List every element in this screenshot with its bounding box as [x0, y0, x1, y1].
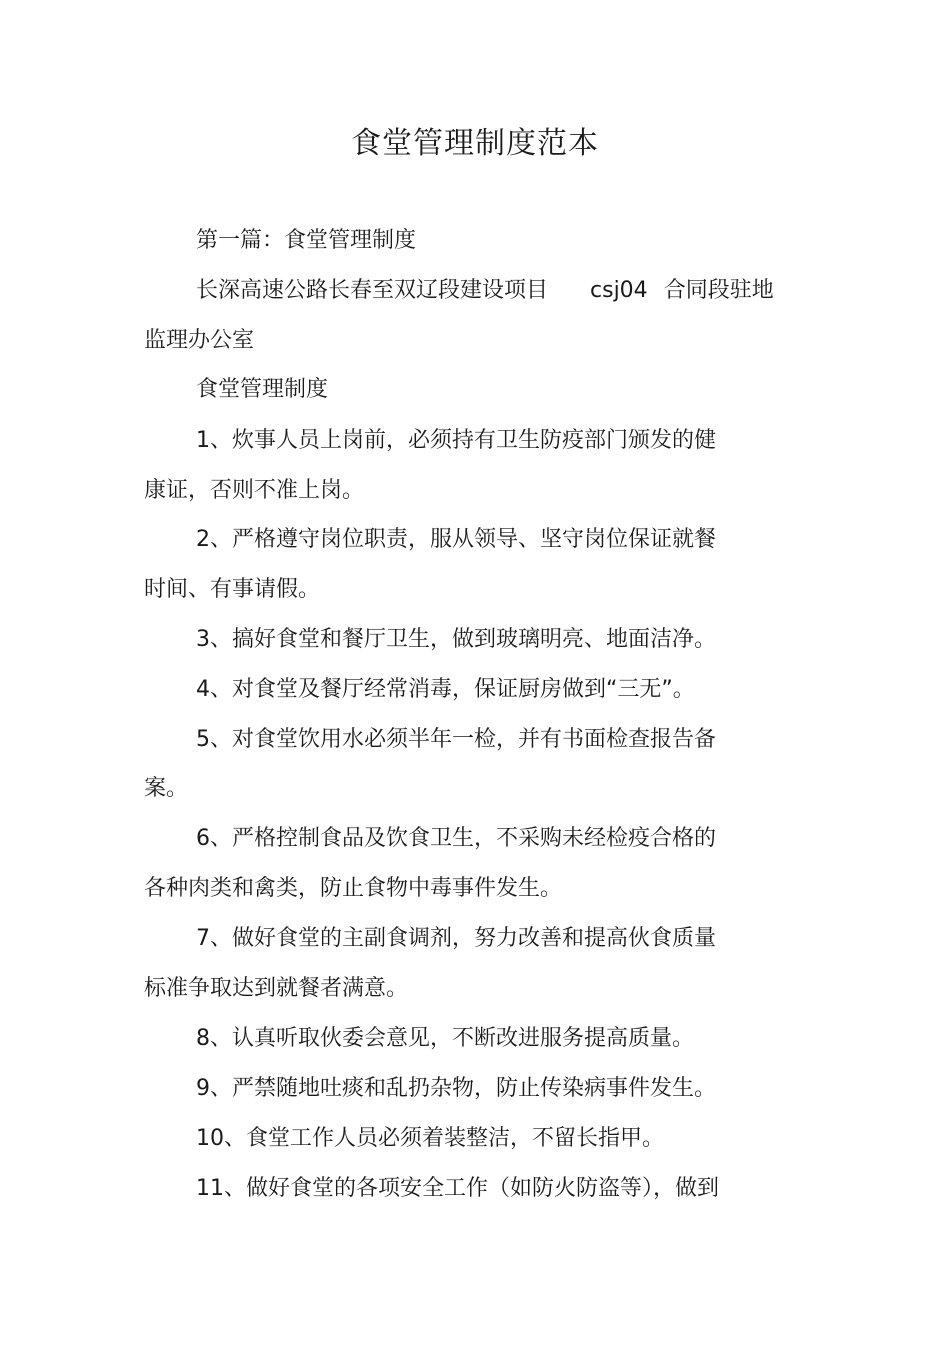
rule-2-line-2: 时间、有事请假。 [144, 577, 321, 602]
rule-5-line-1: 5、对食堂饮用水必须半年一检，并有书面检查报告备 [196, 727, 716, 752]
rule-6-line-2: 各种肉类和禽类，防止食物中毒事件发生。 [144, 876, 563, 901]
contract-code: csj04 [590, 278, 648, 303]
section-heading: 食堂管理制度 [196, 377, 329, 402]
document-title: 食堂管理制度范本 [351, 126, 599, 161]
rule-9: 9、严禁随地吐痰和乱扔杂物，防止传染病事件发生。 [196, 1076, 716, 1101]
project-line [196, 276, 774, 306]
rule-4: 4、对食堂及餐厅经常消毒，保证厨房做到“三无”。 [196, 677, 695, 702]
rule-1-line-2: 康证，否则不准上岗。 [144, 478, 365, 503]
rule-3: 3、搞好食堂和餐厅卫生，做到玻璃明亮、地面洁净。 [196, 627, 716, 652]
rule-2-line-1: 2、严格遵守岗位职责，服从领导、坚守岗位保证就餐 [196, 527, 716, 552]
rule-1-line-1: 1、炊事人员上岗前，必须持有卫生防疫部门颁发的健 [196, 428, 716, 453]
rule-10: 10、食堂工作人员必须着装整洁，不留长指甲。 [196, 1126, 664, 1151]
office-name: 监理办公室 [144, 328, 255, 353]
rule-5-line-2: 案。 [144, 776, 189, 801]
project-name: 长深高速公路长春至双辽段建设项目 [196, 278, 549, 303]
chapter-heading: 第一篇：食堂管理制度 [196, 228, 417, 253]
rule-11-line-1: 11、做好食堂的各项安全工作（如防火防盗等），做到 [196, 1176, 719, 1201]
rule-8: 8、认真听取伙委会意见，不断改进服务提高质量。 [196, 1026, 694, 1051]
contract-section: 合同段驻地 [663, 278, 774, 303]
rule-7-line-2: 标准争取达到就餐者满意。 [144, 976, 409, 1001]
rule-6-line-1: 6、严格控制食品及饮食卫生，不采购未经检疫合格的 [196, 826, 716, 851]
rule-7-line-1: 7、做好食堂的主副食调剂，努力改善和提高伙食质量 [196, 926, 716, 951]
